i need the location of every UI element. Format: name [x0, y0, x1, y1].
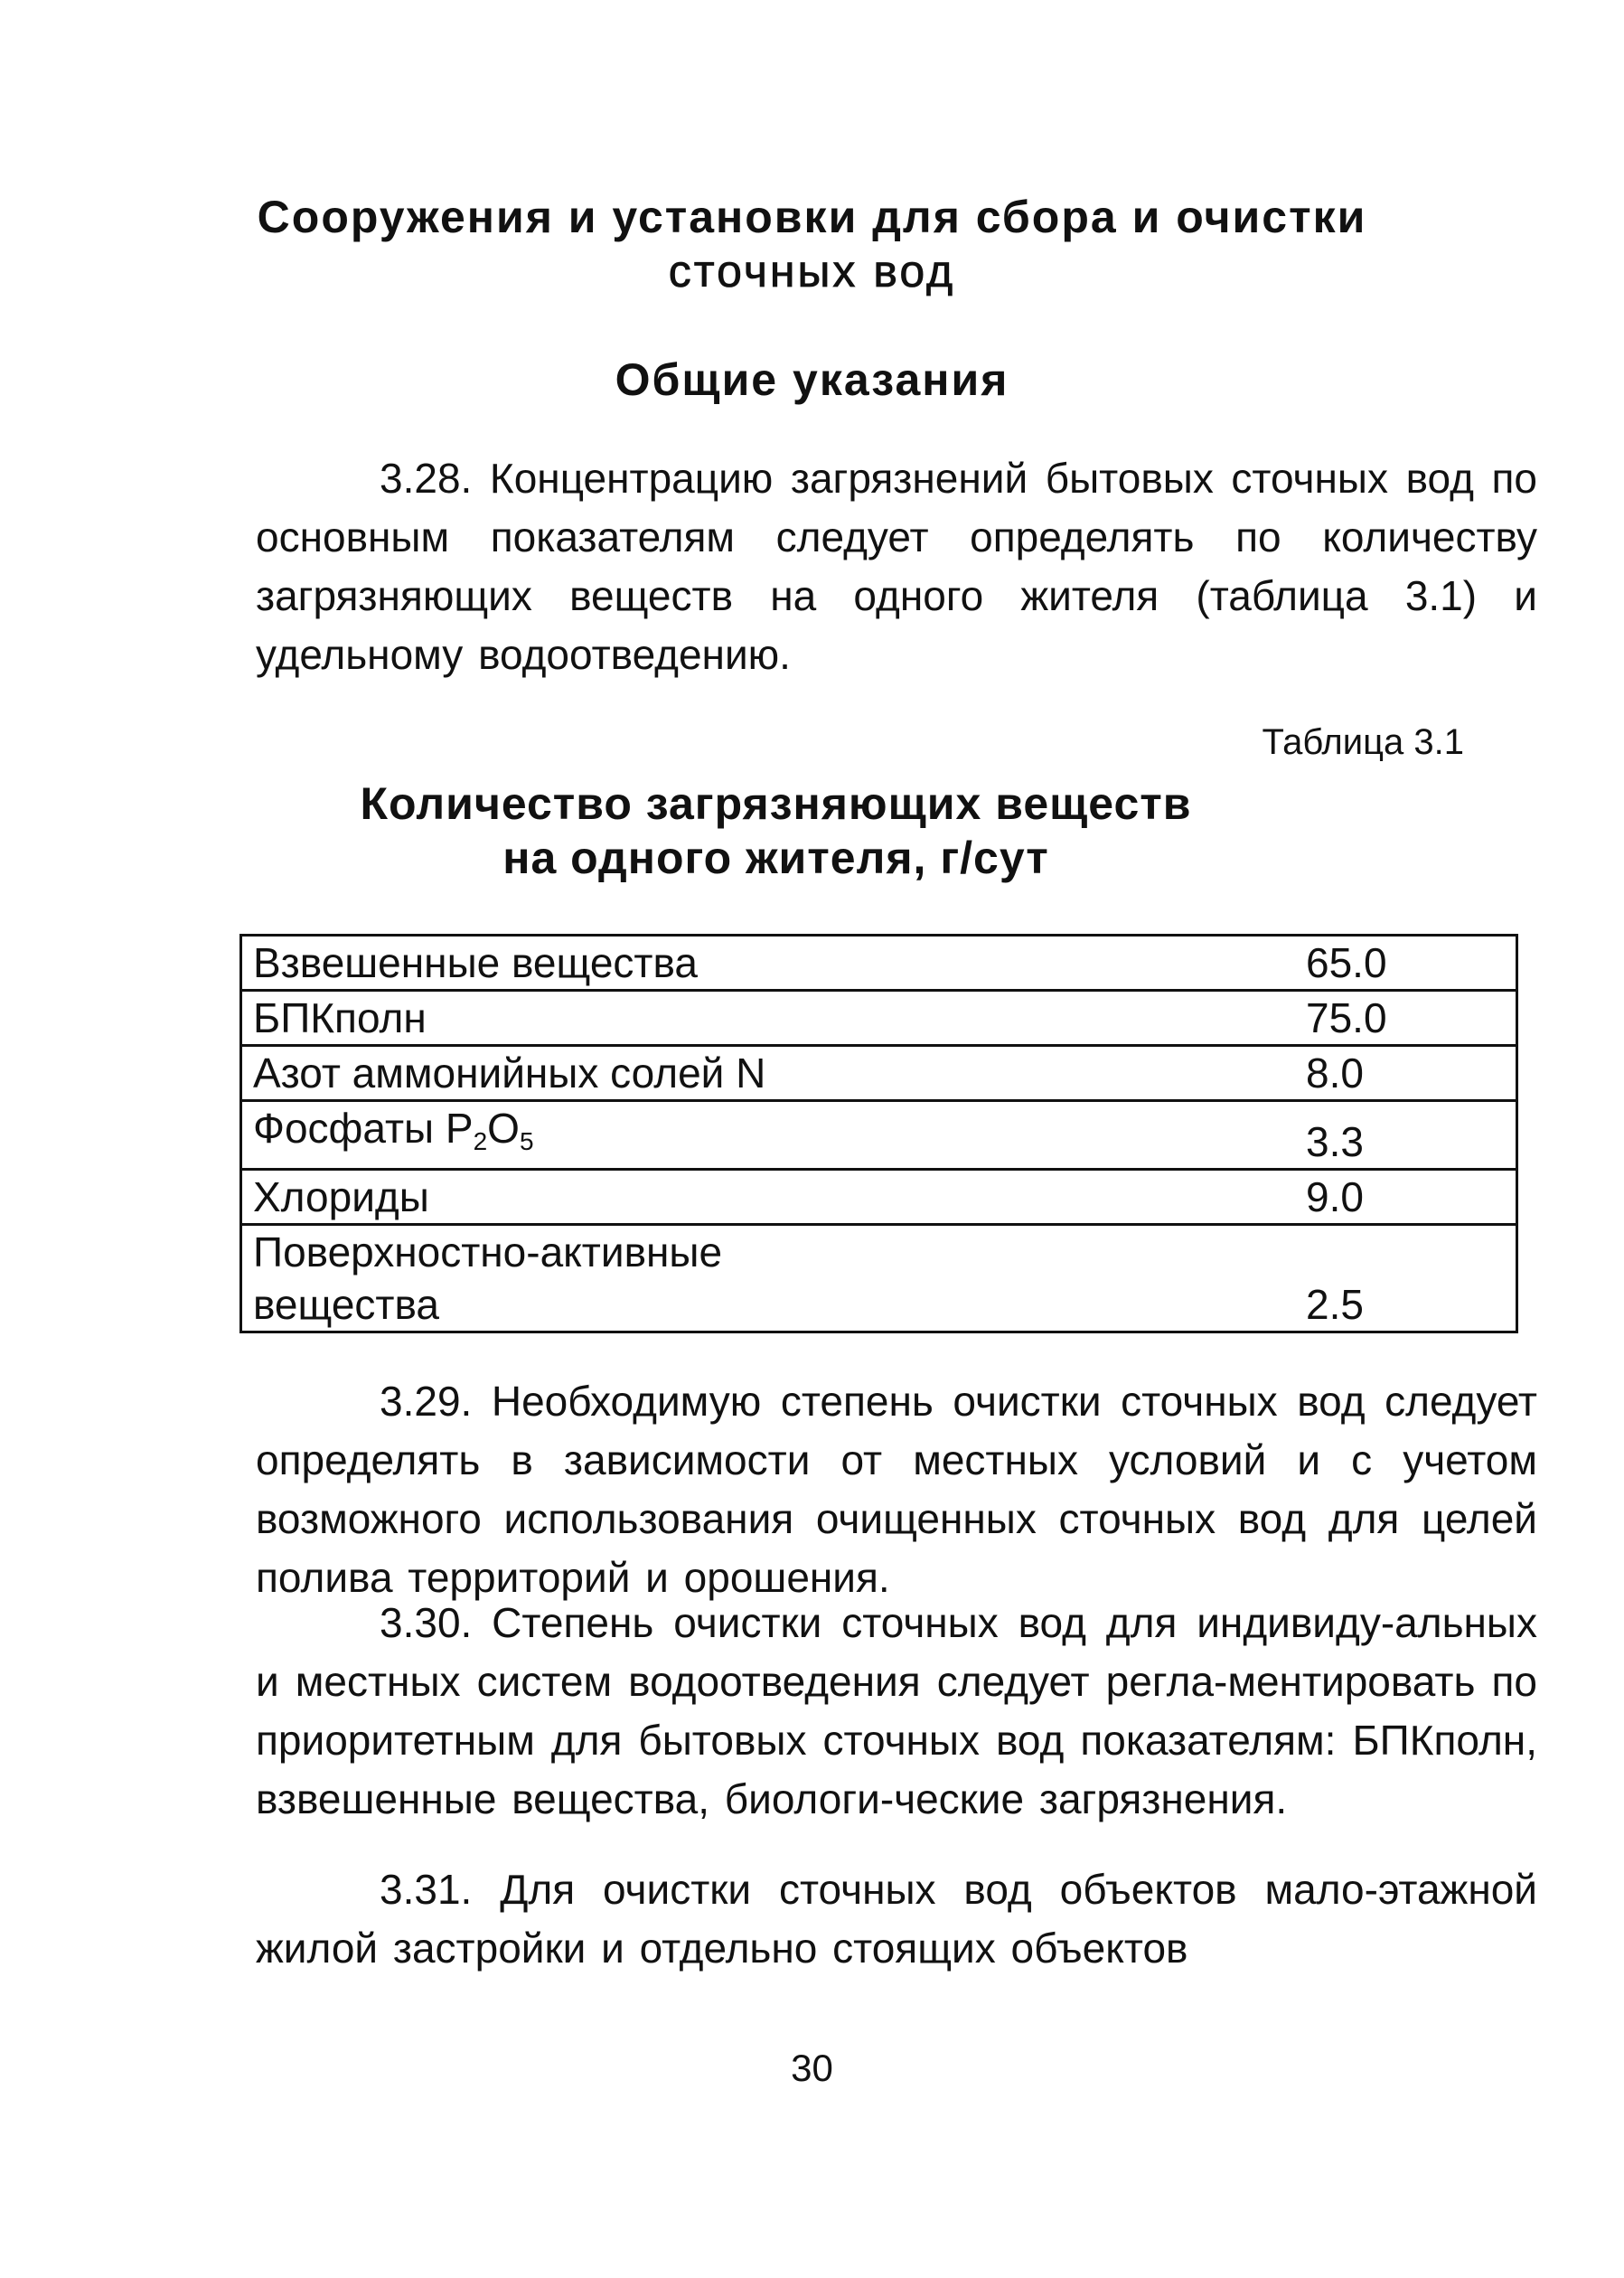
row-label: Взвешенные вещества: [241, 936, 1307, 991]
subscript: 5: [519, 1127, 534, 1155]
document-title: Сооружения и установки для сбора и очистки: [257, 192, 1367, 242]
table-row: [241, 991, 1517, 1046]
row-label: [241, 1225, 1307, 1332]
table-row: [241, 1170, 1517, 1225]
row-label: Азот аммонийных солей N: [241, 1046, 1307, 1101]
formula-prefix: Фосфаты P: [253, 1105, 474, 1152]
subscript: 2: [473, 1127, 488, 1155]
row-value: 3.3: [1306, 1101, 1517, 1170]
document-subtitle: сточных вод: [668, 246, 956, 297]
row-label-line: Поверхностно-активные: [253, 1228, 723, 1275]
paragraph-3-31: [256, 1860, 1537, 1978]
table-title-line-2: на одного жителя, г/сут: [502, 833, 1049, 883]
table-label: Таблица 3.1: [1262, 722, 1464, 762]
row-value: 8.0: [1306, 1046, 1517, 1101]
table-title-line-1: Количество загрязняющих веществ: [360, 778, 1192, 829]
row-value: 75.0: [1306, 991, 1517, 1046]
paragraph-text: 3.30. Степень очистки сточных вод для индивиду-альных и местных систем водоотведения следует регла-ментировать по приоритетным для бытовых сточных вод показателям: БПКполн, взвешенные вещества, биологи-ческие загрязнения.: [256, 1599, 1537, 1822]
paragraph-3-28: [256, 449, 1537, 684]
pollutants-table: [239, 934, 1518, 1333]
paragraph-text: 3.31. Для очистки сточных вод объектов мало-этажной жилой застройки и отдельно стоящих объектов: [256, 1866, 1537, 1972]
section-heading: Общие указания: [615, 354, 1009, 405]
row-label: [241, 1101, 1307, 1170]
row-label: Хлориды: [241, 1170, 1307, 1225]
table-row: [241, 1101, 1517, 1170]
row-value: 2.5: [1306, 1225, 1517, 1332]
paragraph-3-30: [256, 1594, 1537, 1829]
table-row: [241, 936, 1517, 991]
formula-element: O: [487, 1105, 520, 1152]
paragraph-text: 3.28. Концентрацию загрязнений бытовых сточных вод по основным показателям следует определять по количеству загрязняющих веществ на одного жителя (таблица 3.1) и удельному водоотведению.: [256, 455, 1537, 678]
page-number: 30: [791, 2047, 833, 2089]
row-value: 9.0: [1306, 1170, 1517, 1225]
row-label-line: вещества: [253, 1281, 439, 1328]
paragraph-3-29: [256, 1372, 1537, 1607]
table-row: [241, 1225, 1517, 1332]
row-label: БПКполн: [241, 991, 1307, 1046]
row-value: 65.0: [1306, 936, 1517, 991]
paragraph-text: 3.29. Необходимую степень очистки сточных вод следует определять в зависимости от местных условий и с учетом возможного использования очищенных сточных вод для целей полива территорий и орошения.: [256, 1378, 1537, 1601]
table-row: [241, 1046, 1517, 1101]
